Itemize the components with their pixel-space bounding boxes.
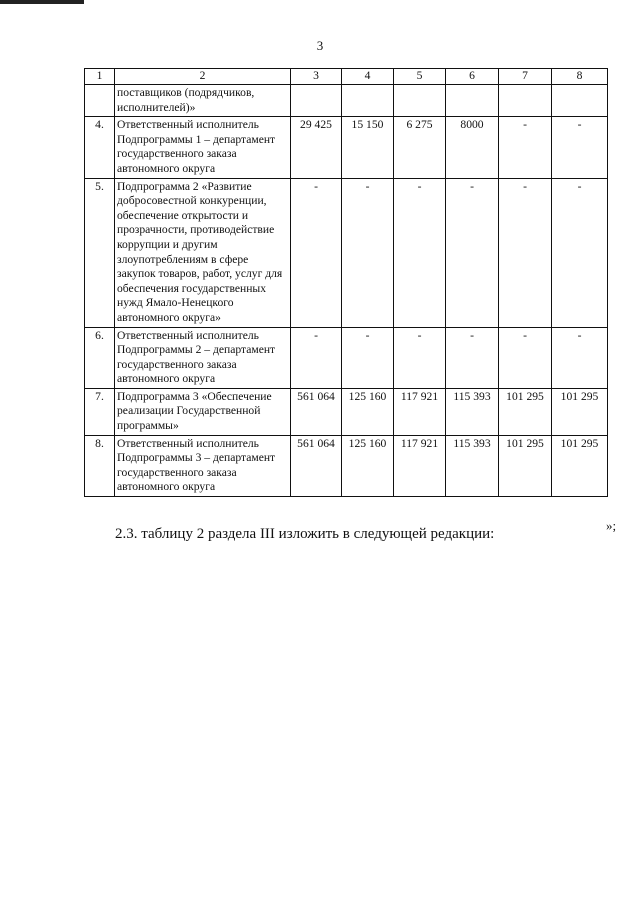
value-cell: 117 921 [394,435,446,496]
instruction-paragraph: 2.3. таблицу 2 раздела III изложить в следующей редакции: [115,526,495,542]
row-number: 4. [85,117,115,178]
value-cell [552,85,608,117]
value-cell [446,85,499,117]
value-cell [342,85,394,117]
value-cell: 15 150 [342,117,394,178]
table-row [85,435,608,496]
table-row [85,117,608,178]
value-cell: - [291,327,342,388]
header-cell: 2 [115,69,291,85]
value-cell: - [552,178,608,327]
value-cell: - [552,117,608,178]
value-cell: 115 393 [446,388,499,435]
header-cell: 5 [394,69,446,85]
value-cell: - [394,178,446,327]
header-cell: 8 [552,69,608,85]
value-cell [394,85,446,117]
value-cell: 6 275 [394,117,446,178]
row-number: 7. [85,388,115,435]
header-cell: 4 [342,69,394,85]
data-table [84,68,608,497]
value-cell: 101 295 [552,435,608,496]
value-cell: - [499,327,552,388]
value-cell: - [446,327,499,388]
value-cell: - [342,178,394,327]
value-cell: - [552,327,608,388]
row-number: 8. [85,435,115,496]
header-cell: 3 [291,69,342,85]
table-row [85,327,608,388]
table-row [85,178,608,327]
row-name: Ответственный исполнитель Подпрограммы 2 – департамент государственного заказа автономного округа [115,327,291,388]
value-cell: 125 160 [342,388,394,435]
row-number: 5. [85,178,115,327]
value-cell: - [394,327,446,388]
row-name: поставщиков (подрядчиков, исполнителей)» [115,85,291,117]
page-number: 3 [316,38,324,53]
closing-quote: »; [606,518,617,533]
row-name: Ответственный исполнитель Подпрограммы 1 – департамент государственного заказа автономного округа [115,117,291,178]
value-cell: 561 064 [291,435,342,496]
value-cell [499,85,552,117]
table-row [85,388,608,435]
header-cell: 6 [446,69,499,85]
value-cell: - [291,178,342,327]
value-cell: 101 295 [499,435,552,496]
header-cell: 7 [499,69,552,85]
value-cell [291,85,342,117]
value-cell: 561 064 [291,388,342,435]
table-header-row [85,69,608,85]
row-number: 6. [85,327,115,388]
value-cell: 125 160 [342,435,394,496]
header-cell: 1 [85,69,115,85]
value-cell: 101 295 [552,388,608,435]
value-cell: - [499,178,552,327]
table-row [85,85,608,117]
value-cell: - [446,178,499,327]
value-cell: - [499,117,552,178]
top-edge-mark [0,0,84,4]
row-name: Ответственный исполнитель Подпрограммы 3 – департамент государственного заказа автономного округа [115,435,291,496]
value-cell: 101 295 [499,388,552,435]
value-cell: 8000 [446,117,499,178]
value-cell: 117 921 [394,388,446,435]
row-name: Подпрограмма 2 «Развитие добросовестной конкуренции, обеспечение открытости и прозрачности, противодействие коррупции и другим злоупотреблениям в сфере закупок товаров, работ, услуг для обеспечения государственных нужд Ямало-Ненецкого автономного округа» [115,178,291,327]
value-cell: 115 393 [446,435,499,496]
value-cell: 29 425 [291,117,342,178]
row-name: Подпрограмма 3 «Обеспечение реализации Государственной программы» [115,388,291,435]
row-number [85,85,115,117]
value-cell: - [342,327,394,388]
